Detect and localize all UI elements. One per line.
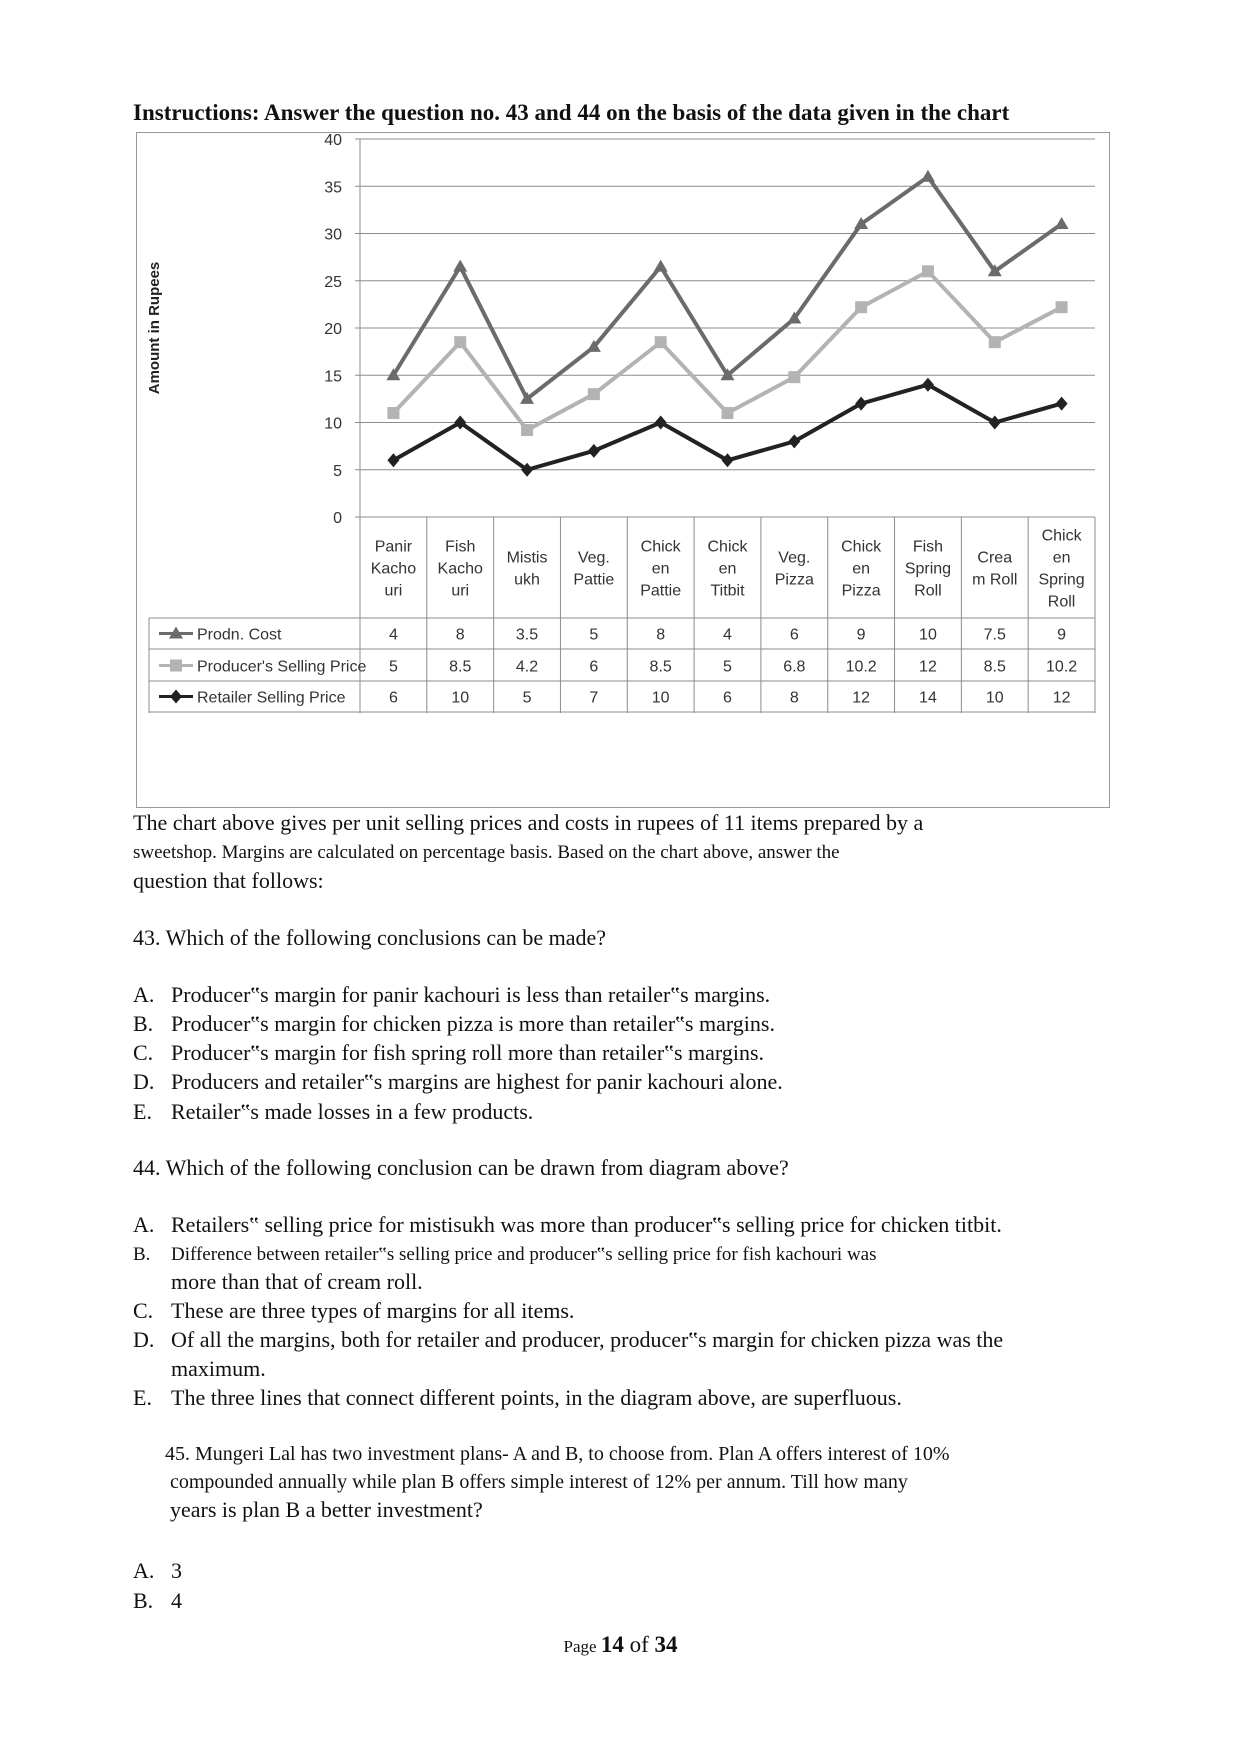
table-cell-value: 10 — [651, 689, 670, 707]
y-tick-label: 25 — [324, 273, 342, 291]
footer-of: of — [623, 1632, 655, 1657]
data-point — [1055, 217, 1069, 229]
option-label: D. — [133, 1327, 155, 1352]
option-text: Difference between retailer‟s selling price and producer‟s selling price for fish kachouri was — [171, 1244, 877, 1265]
category-label: Pizza — [774, 571, 814, 589]
chart-container — [136, 132, 1110, 808]
option-label: A. — [133, 982, 155, 1007]
series-line — [393, 177, 1061, 399]
table-cell-value: 10.2 — [1046, 658, 1078, 676]
table-cell-value: 10 — [919, 626, 937, 644]
question-45-line-3: years is plan B a better investment? — [170, 1497, 483, 1522]
table-cell-value: 8.5 — [649, 658, 672, 676]
table-cell-value: 5 — [589, 626, 599, 644]
data-point — [588, 388, 600, 400]
option-label: E. — [133, 1099, 152, 1124]
table-cell-value: 10.2 — [845, 658, 877, 676]
q44-option-e — [133, 1385, 902, 1411]
category-label: Fish — [445, 538, 476, 556]
category-label: Kacho — [437, 560, 483, 578]
data-point — [855, 301, 867, 313]
category-label: Crea — [977, 549, 1013, 567]
question-45-line-2: compounded annually while plan B offers simple interest of 12% per annum. Till how many — [170, 1471, 908, 1493]
footer-page-number: 14 — [600, 1632, 624, 1657]
y-tick-label: 0 — [333, 510, 342, 527]
q45-option-a — [133, 1558, 182, 1584]
category-label: Pattie — [573, 571, 615, 589]
option-label: D. — [133, 1069, 155, 1094]
option-label: B. — [133, 1244, 151, 1265]
q43-option-b — [133, 1011, 775, 1037]
category-label: ukh — [514, 571, 540, 589]
data-point — [387, 407, 399, 419]
category-label: en — [1052, 549, 1071, 567]
data-point — [588, 444, 600, 458]
legend-label: Prodn. Cost — [197, 626, 282, 644]
legend-label: Retailer Selling Price — [197, 689, 346, 707]
intro-line-3: question that follows: — [133, 868, 324, 893]
category-label: Kacho — [370, 560, 417, 578]
series-line — [393, 271, 1061, 430]
q44-option-d — [133, 1327, 1003, 1353]
category-label: Spring — [1038, 571, 1085, 589]
category-label: Titbit — [710, 582, 745, 600]
question-44: 44. Which of the following conclusion can be drawn from diagram above? — [133, 1155, 789, 1180]
q44-option-a — [133, 1212, 1002, 1238]
table-cell-value: 12 — [919, 658, 937, 676]
category-label: Spring — [904, 560, 952, 578]
category-label: Veg. — [778, 549, 811, 567]
table-cell-value: 7.5 — [983, 626, 1006, 644]
data-point — [722, 453, 734, 467]
category-label: Chick — [707, 538, 748, 556]
table-cell-value: 8 — [455, 626, 465, 644]
y-tick-label: 5 — [333, 462, 342, 480]
category-label: Roll — [914, 582, 942, 600]
data-point — [655, 336, 667, 348]
option-label: E. — [133, 1385, 152, 1410]
table-cell-value: 6 — [388, 689, 398, 707]
y-tick-label: 35 — [324, 179, 342, 197]
table-cell-value: 12 — [1052, 689, 1071, 707]
data-point — [654, 260, 668, 272]
y-tick-label: 20 — [324, 321, 342, 338]
category-label: m Roll — [972, 571, 1018, 589]
option-text: Producer‟s margin for chicken pizza is more than retailer‟s margins. — [171, 1011, 775, 1036]
y-axis-label: Amount in Rupees — [146, 261, 163, 395]
q43-option-a — [133, 982, 770, 1008]
category-label: uri — [384, 582, 403, 600]
data-point — [989, 416, 1001, 430]
category-label: Chick — [1041, 527, 1082, 545]
legend-marker — [170, 660, 182, 672]
option-text: 4 — [171, 1588, 182, 1613]
question-43: 43. Which of the following conclusions can be made? — [133, 925, 607, 950]
option-text: Of all the margins, both for retailer and producer, producer‟s margin for chicken pizza was the — [171, 1327, 1004, 1352]
option-text: Retailers‟ selling price for mistisukh was more than producer‟s selling price for chicken titbit. — [171, 1212, 1002, 1237]
category-label: en — [651, 560, 670, 578]
data-point — [788, 434, 800, 448]
table-cell-value: 5 — [723, 658, 732, 676]
q44-option-c — [133, 1298, 574, 1324]
legend-label: Producer's Selling Price — [197, 658, 367, 676]
legend-marker — [170, 690, 182, 704]
option-text: Producers and retailer‟s margins are highest for panir kachouri alone. — [171, 1069, 783, 1094]
option-label: C. — [133, 1298, 154, 1323]
y-tick-label: 40 — [324, 133, 342, 149]
category-label: Panir — [374, 538, 413, 556]
category-label: uri — [451, 582, 470, 600]
y-tick-label: 30 — [324, 226, 342, 244]
q44-option-b-continued: more than that of cream roll. — [171, 1269, 423, 1294]
data-point — [655, 416, 667, 430]
data-point — [788, 371, 800, 383]
instructions-heading: Instructions: Answer the question no. 43 and 44 on the basis of the data given in the chart — [133, 100, 1010, 125]
page-footer — [0, 1632, 1241, 1658]
table-cell-value: 8.5 — [449, 658, 472, 676]
category-label: Veg. — [577, 549, 610, 567]
table-cell-value: 4 — [723, 626, 732, 644]
intro-line-2: sweetshop. Margins are calculated on percentage basis. Based on the chart above, answer the — [133, 842, 840, 863]
data-point — [989, 336, 1001, 348]
option-text: 3 — [171, 1558, 182, 1583]
table-cell-value: 9 — [1057, 626, 1067, 644]
option-label: A. — [133, 1212, 155, 1237]
category-label: en — [718, 560, 737, 578]
data-point — [1056, 397, 1068, 411]
question-45-line-1: 45. Mungeri Lal has two investment plans- A and B, to choose from. Plan A offers interest of 10% — [165, 1443, 950, 1465]
option-label: B. — [133, 1588, 154, 1613]
option-text: These are three types of margins for all items. — [171, 1298, 575, 1323]
option-text: The three lines that connect different points, in the diagram above, are superfluous. — [171, 1385, 902, 1410]
table-cell-value: 5 — [388, 658, 398, 676]
data-point — [922, 378, 934, 392]
table-cell-value: 12 — [852, 689, 871, 707]
line-chart — [137, 133, 1111, 809]
table-cell-value: 9 — [856, 626, 866, 644]
option-label: A. — [133, 1558, 155, 1583]
category-label: Mistis — [506, 549, 548, 567]
option-label: C. — [133, 1040, 154, 1065]
data-point — [855, 397, 867, 411]
table-cell-value: 4 — [388, 626, 398, 644]
table-cell-value: 6 — [723, 689, 732, 707]
table-cell-value: 8 — [656, 626, 666, 644]
data-point — [387, 453, 399, 467]
q44-option-d-continued: maximum. — [171, 1356, 266, 1381]
table-cell-value: 6 — [589, 658, 599, 676]
table-cell-value: 10 — [451, 689, 470, 707]
option-text: Producer‟s margin for fish spring roll more than retailer‟s margins. — [171, 1040, 765, 1065]
table-cell-value: 6.8 — [783, 658, 806, 676]
table-cell-value: 4.2 — [515, 658, 539, 676]
category-label: en — [852, 560, 871, 578]
footer-total-pages: 34 — [654, 1632, 678, 1657]
table-cell-value: 7 — [589, 689, 599, 707]
category-label: Chick — [640, 538, 681, 556]
data-point — [921, 170, 935, 182]
q45-option-b — [133, 1588, 182, 1614]
category-label: Pattie — [640, 582, 682, 600]
category-label: Chick — [841, 538, 882, 556]
data-point — [454, 336, 466, 348]
option-label: B. — [133, 1011, 154, 1036]
footer-prefix: Page — [563, 1637, 601, 1656]
option-text: Producer‟s margin for panir kachouri is less than retailer‟s margins. — [171, 982, 771, 1007]
table-cell-value: 8 — [789, 689, 799, 707]
intro-line-1: The chart above gives per unit selling prices and costs in rupees of 11 items prepared by a — [133, 810, 924, 835]
category-label: Pizza — [841, 582, 881, 600]
table-cell-value: 8.5 — [983, 658, 1006, 676]
data-point — [922, 265, 934, 277]
option-text: Retailer‟s made losses in a few products. — [171, 1099, 534, 1124]
category-label: Fish — [912, 538, 944, 556]
table-cell-value: 14 — [919, 689, 937, 707]
category-label: Roll — [1047, 593, 1076, 611]
y-tick-label: 10 — [324, 415, 342, 433]
table-cell-value: 3.5 — [515, 626, 539, 644]
table-cell-value: 5 — [522, 689, 532, 707]
q43-option-c — [133, 1040, 764, 1066]
q43-option-d — [133, 1069, 783, 1095]
table-cell-value: 6 — [789, 626, 799, 644]
q43-option-e — [133, 1099, 533, 1125]
data-point — [1056, 301, 1068, 313]
table-cell-value: 10 — [985, 689, 1004, 707]
y-tick-label: 15 — [324, 368, 342, 386]
data-point — [722, 407, 734, 419]
data-point — [453, 260, 467, 272]
q44-option-b — [133, 1244, 877, 1266]
data-point — [521, 424, 533, 436]
